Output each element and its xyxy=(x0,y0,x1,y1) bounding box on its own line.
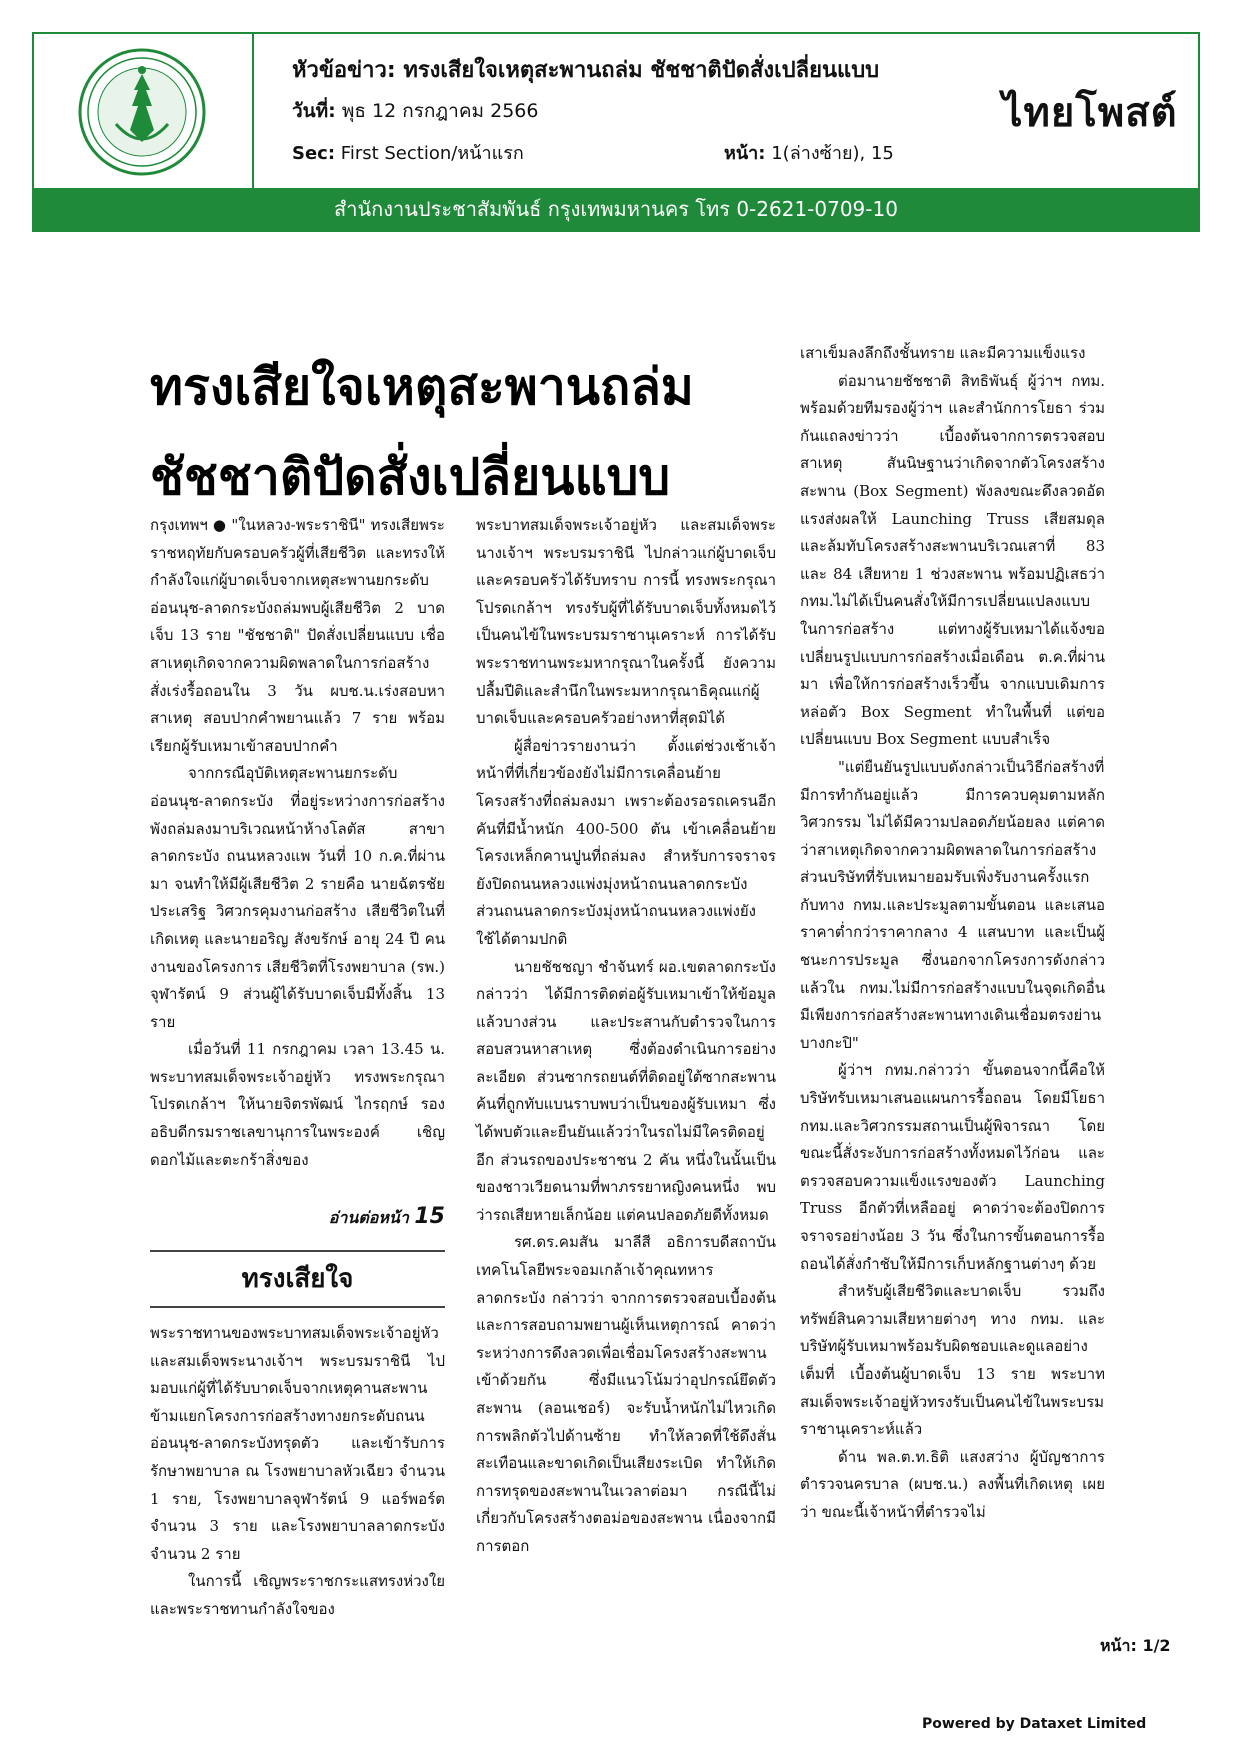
header-divider xyxy=(252,34,254,192)
continuation-column xyxy=(150,1320,445,1624)
page-row xyxy=(724,138,894,167)
paragraph: ในการนี้ เชิญพระราชกระแสทรงห่วงใย และพระราชทานกำลังใจของ xyxy=(150,1572,445,1618)
headline-label: หัวข้อข่าว: xyxy=(292,58,396,83)
article-column-3 xyxy=(800,340,1105,1527)
paragraph: พระราชทานของพระบาทสมเด็จพระเจ้าอยู่หัว และสมเด็จพระนางเจ้าฯ พระบรมราชินี ไปมอบแก่ผู้ที่ได้รับบาดเจ็บจากเหตุคานสะพานข้ามแยกโครงการก่อสร้างทางยกระดับถนนอ่อนนุช-ลาดกระบังทรุดตัว และเข้ารับการรักษาพยาบาล ณ โรงพยาบาลหัวเฉียว จำนวน 1 ราย, โรงพยาบาลจุฬารัตน์ 9 แอร์พอร์ต จำนวน 3 ราย และโรงพยาบาลลาดกระบัง จำนวน 2 ราย xyxy=(150,1324,445,1563)
header-section: First Section/หน้าแรก xyxy=(340,143,524,164)
sec-label: Sec: xyxy=(292,143,336,164)
paragraph: รศ.ดร.คมสัน มาลีสี อธิการบดีสถาบันเทคโนโลยีพระจอมเกล้าเจ้าคุณทหารลาดกระบัง กล่าวว่า จากการตรวจสอบเบื้องต้น และการสอบถามพยานผู้เห็นเหตุการณ์ คาดว่าระหว่างการดึงลวดเพื่อเชื่อมโครงสร้างสะพานเข้าด้วยกัน ซึ่งมีแนวโน้มว่าอุปกรณ์ยึดตัวสะพาน (ลอนเชอร์) จะรับน้ำหนักไม่ไหวเกิดการพลิกตัวไปด้านซ้าย ทำให้ลวดที่ใช้ดึงสั่นสะเทือนและขาดเกิดเป็นเสียงระเบิด ทำให้เกิดการทรุดของสะพานในเวลาต่อมา กรณีนี้ไม่เกี่ยวกับโครงสร้างตอม่อของสะพาน เนื่องจากมีการตอก xyxy=(476,1233,776,1555)
paragraph: สำหรับผู้เสียชีวิตและบาดเจ็บ รวมถึงทรัพย์สินความเสียหายต่างๆ ทาง กทม. และบริษัทผู้รับเหมาพร้อมรับผิดชอบและดูแลอย่างเต็มที่ เบื้องต้นผู้บาดเจ็บ 13 ราย พระบาทสมเด็จพระเจ้าอยู่หัวทรงรับเป็นคนไข้ในพระบรมราชานุเคราะห์แล้ว xyxy=(800,1282,1105,1439)
paragraph: กรุงเทพฯ ● "ในหลวง-พระราชินี" ทรงเสียพระราชหฤทัยกับครอบครัวผู้ที่เสียชีวิต และทรงให้กำลังใจแก่ผู้บาดเจ็บจากเหตุสะพานยกระดับอ่อนนุช-ลาดกระบังถล่มพบผู้เสียชีวิต 2 บาดเจ็บ 13 ราย "ชัชชาติ" ปัดสั่งเปลี่ยนแบบ เชื่อสาเหตุเกิดจากความผิดพลาดในการก่อสร้าง สั่งเร่งรื้อถอนใน 3 วัน ผบช.น.เร่งสอบหาสาเหตุ สอบปากคำพยานแล้ว 7 ราย พร้อมเรียกผู้รับเหมาเข้าสอบปากคำ xyxy=(150,516,445,755)
headline-line-1: ทรงเสียใจเหตุสะพานถล่ม xyxy=(150,358,694,416)
article-column-1 xyxy=(150,512,445,1174)
bangkok-seal-logo xyxy=(76,46,208,178)
continued-label: อ่านต่อหน้า xyxy=(328,1208,409,1227)
paragraph: "แต่ยืนยันรูปแบบดังกล่าวเป็นวิธีก่อสร้างที่มีการทำกันอยู่แล้ว มีการควบคุมตามหลักวิศวกรรม ไม่ได้มีความปลอดภัยน้อยลง แต่คาดว่าสาเหตุเกิดจากความผิดพลาดในการก่อสร้าง ส่วนบริษัทที่รับเหมายอมรับเพิ่งรับงานครั้งแรกกับทาง กทม.และประมูลตามขั้นตอน และเสนอราคาต่ำกว่าราคากลาง 4 แสนบาท และเป็นผู้ชนะการประมูล ซึ่งนอกจากโครงการดังกล่าวแล้วใน กทม.ไม่มีการก่อสร้างแบบในจุดเกิดอื่น มีเพียงการก่อสร้างสะพานทางเดินเชื่อมตรงย่านบางกะปิ" xyxy=(800,757,1105,1052)
article-headline xyxy=(150,342,790,522)
paragraph: ผู้ว่าฯ กทม.กล่าวว่า ขั้นตอนจากนี้คือให้บริษัทรับเหมาเสนอแผนการรื้อถอน โดยมีโยธา กทม.และวิศวกรรมสถานเป็นผู้พิจารณา โดยขณะนี้สั่งระงับการก่อสร้างทั้งหมดไว้ก่อน และตรวจสอบความแข็งแรงของตัว Launching Truss อีกตัวที่เหลืออยู่ คาดว่าจะต้องปิดการจราจรอย่างน้อย 3 วัน ซึ่งในการขั้นตอนการรื้อถอนได้สั่งกำชับให้มีการเก็บหลักฐานต่างๆ ด้วย xyxy=(800,1061,1105,1273)
header-headline: ทรงเสียใจเหตุสะพานถล่ม ชัชชาติปัดสั่งเปลี่ยนแบบ xyxy=(403,58,880,83)
divider xyxy=(150,1250,445,1252)
page-indicator: หน้า: 1/2 xyxy=(1100,1636,1171,1655)
headline-row xyxy=(292,52,879,87)
paragraph: นายชัชชญา ชำจันทร์ ผอ.เขตลาดกระบัง กล่าวว่า ได้มีการติดต่อผู้รับเหมาเข้าให้ข้อมูลแล้วบางส่วน และประสานกับตำรวจในการสอบสวนหาสาเหตุ ซึ่งต้องดำเนินการอย่างละเอียด ส่วนซากรถยนต์ที่ติดอยู่ใต้ซากสะพาน ค้นที่ถูกทับแบนราบพบว่าเป็นของผู้รับเหมา ซึ่งได้พบตัวและยืนยันแล้วว่าในรถไม่มีใครติดอยู่อีก ส่วนรถของประชาชน 2 คัน หนึ่งในนั้นเป็นของชาวเวียดนามที่พาภรรยาหญิงคนหนึ่ง พบว่ารถเสียหายเล็กน้อย แต่คนปลอดภัยดีทั้งหมด xyxy=(476,957,776,1224)
paragraph: ต่อมานายชัชชาติ สิทธิพันธุ์ ผู้ว่าฯ กทม. พร้อมด้วยทีมรองผู้ว่าฯ และสำนักการโยธา ร่วมกันแถลงข่าวว่า เบื้องต้นจากการตรวจสอบสาเหตุ สันนิษฐานว่าเกิดจากตัวโครงสร้างสะพาน (Box Segment) พังลงขณะดึงลวดอัดแรงส่งผลให้ Launching Truss เสียสมดุล และล้มทับโครงสร้างสะพานบริเวณเสาที่ 83 และ 84 เสียหาย 1 ช่วงสะพาน พร้อมปฏิเสธว่า กทม.ไม่ได้เป็นคนสั่งให้มีการเปลี่ยนแปลงแบบในการก่อสร้าง แต่ทางผู้รับเหมาได้แจ้งขอเปลี่ยนรูปแบบการก่อสร้างเมื่อเดือน ต.ค.ที่ผ่านมา เพื่อให้การก่อสร้างเร็วขึ้น จากแบบเดิมการหล่อตัว Box Segment ทำในพื้นที่ แต่ขอเปลี่ยนแบบ Box Segment แบบสำเร็จ xyxy=(800,371,1105,749)
paragraph: จากกรณีอุบัติเหตุสะพานยกระดับอ่อนนุช-ลาดกระบัง ที่อยู่ระหว่างการก่อสร้างพังถล่มลงมาบริเวณหน้าห้างโลตัส สาขาลาดกระบัง ถนนหลวงแพ วันที่ 10 ก.ค.ที่ผ่านมา จนทำให้มีผู้เสียชีวิต 2 รายคือ นายฉัตรชัย ประเสริฐ วิศวกรคุมงานก่อสร้าง เสียชีวิตในที่เกิดเหตุ และนายอริญ สังขรักษ์ อายุ 24 ปี คนงานของโครงการ เสียชีวิตที่โรงพยาบาล (รพ.) จุฬารัตน์ 9 ส่วนผู้ได้รับบาดเจ็บมีทั้งสิ้น 13 ราย xyxy=(150,764,445,1031)
article-column-2 xyxy=(476,512,776,1561)
paragraph: ด้าน พล.ต.ท.ธิติ แสงสว่าง ผู้บัญชาการตำรวจนครบาล (ผบช.น.) ลงพื้นที่เกิดเหตุ เผยว่า ขณะนี้เจ้าหน้าที่ตำรวจไม่ xyxy=(800,1447,1105,1521)
paragraph: พระบาทสมเด็จพระเจ้าอยู่หัว และสมเด็จพระนางเจ้าฯ พระบรมราชินี ไปกล่าวแก่ผู้บาดเจ็บและครอบครัวได้รับทราบ การนี้ ทรงพระกรุณาโปรดเกล้าฯ ทรงรับผู้ที่ได้รับบาดเจ็บทั้งหมดไว้เป็นคนไข้ในพระบรมราชานุเคราะห์ การได้รับพระราชทานพระมหากรุณาในครั้งนี้ ยังความปลื้มปีติและสำนึกในพระมหากรุณาธิคุณแก่ผู้บาดเจ็บและครอบครัวอย่างหาที่สุดมิได้ xyxy=(476,516,776,728)
continued-note xyxy=(150,1204,445,1231)
headline-line-2: ชัชชาติปัดสั่งเปลี่ยนแบบ xyxy=(150,448,671,506)
newspaper-name: ไทยโพสต์ xyxy=(1002,90,1178,136)
office-bar: สำนักงานประชาสัมพันธ์ กรุงเทพมหานคร โทร 0-2621-0709-10 xyxy=(34,188,1198,230)
page-label: หน้า: xyxy=(724,143,766,164)
date-label: วันที่: xyxy=(292,100,336,122)
section-row xyxy=(292,138,524,167)
continued-page: 15 xyxy=(414,1204,445,1229)
date-row xyxy=(292,96,538,126)
clipping-header xyxy=(32,32,1200,232)
powered-by: Powered by Dataxet Limited xyxy=(922,1716,1147,1732)
paragraph: ผู้สื่อข่าวรายงานว่า ตั้งแต่ช่วงเช้าเจ้าหน้าที่ที่เกี่ยวข้องยังไม่มีการเคลื่อนย้ายโครงสร้างที่ถล่มลงมา เพราะต้องรอรถเครนอีกคันที่มีน้ำหนัก 400-500 ตัน เข้าเคลื่อนย้ายโครงเหล็กคานปูนที่ถล่มลง สำหรับการจราจรยังปิดถนนหลวงแพ่งมุ่งหน้าถนนลาดกระบัง ส่วนถนนลาดกระบังมุ่งหน้าถนนหลวงแพ่งยังใช้ได้ตามปกติ xyxy=(476,736,776,948)
header-page: 1(ล่างซ้าย), 15 xyxy=(771,143,894,164)
continuation-title: ทรงเสียใจ xyxy=(241,1264,354,1294)
header-date: พุธ 12 กรกฎาคม 2566 xyxy=(341,100,539,122)
paragraph: เสาเข็มลงลึกถึงชั้นทราย และมีความแข็งแรง xyxy=(800,344,1086,362)
paragraph: เมื่อวันที่ 11 กรกฎาคม เวลา 13.45 น. พระบาทสมเด็จพระเจ้าอยู่หัว ทรงพระกรุณาโปรดเกล้าฯ ให้นายจิตรพัฒน์ ไกรฤกษ์ รองอธิบดีกรมราชเลขานุการในพระองค์ เชิญดอกไม้และตะกร้าสิ่งของ xyxy=(150,1040,445,1169)
divider xyxy=(150,1306,445,1308)
